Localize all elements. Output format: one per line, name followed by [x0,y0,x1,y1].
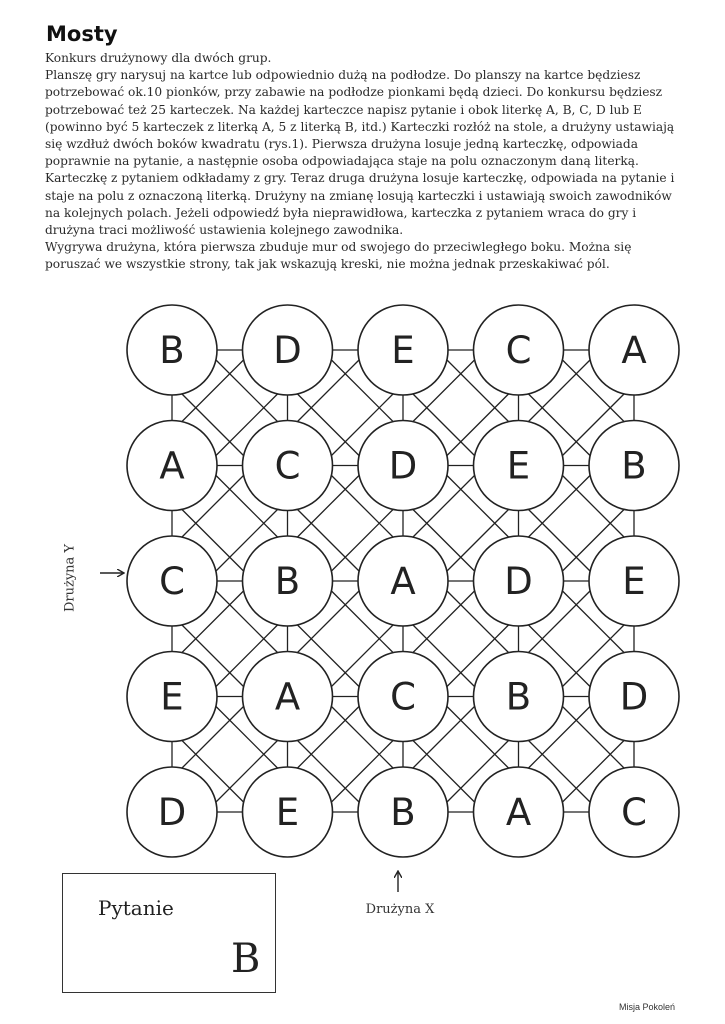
team-x-label: Drużyna X [365,902,435,917]
board-cell-letter: D [388,444,418,488]
board-cell-letter: C [505,329,532,372]
board-cell-letter: A [390,560,416,603]
board-cell [358,421,448,511]
board-cell-letter: D [273,329,302,372]
board-cell-letter: E [622,560,646,603]
board-cell-letter: D [619,675,649,719]
board-cell [358,536,448,626]
board-cell [127,421,217,511]
board-cell [243,652,333,742]
board-cell [358,305,448,395]
board-cell-letter: E [275,791,300,834]
page-title: Mosty [46,22,118,46]
board-cell-letter: C [621,791,647,834]
board-cell [243,305,333,395]
board-cell [243,421,333,511]
board-cell-letter: A [159,444,185,488]
board-cell-letter: A [505,791,532,834]
board-cell-letter: E [506,444,531,488]
board-cell [127,767,217,857]
board-cell-letter: E [160,675,184,719]
board-cell [589,536,679,626]
board-cell-letter: B [159,329,185,372]
board-cell-letter: A [621,329,647,372]
rules-paragraph: Planszę gry narysuj na kartce lub odpowiednio dużą na podłodze. Do planszy na kartce będziesz potrzebować ok.10 pionków, przy zabawie na podłodze pionkami będą dzieci. Do konkursu będziesz potrzebować też 25 karteczek. Na każdej karteczce napisz pytanie i obok literkę A, B, C, D lub E (powinno być 5 karteczek z literką A, 5 z literką B, itd.) Karteczki rozłóż na stole, a drużyny ustawiają się wzdłuż dwóch boków kwadratu (rys.1). Pierwsza drużyna losuje jedną karteczkę, odpowiada poprawnie na pytanie, a następnie osoba odpowiadająca staje na polu oznaczonym daną literką. Karteczkę z pytaniem odkładamy z gry. Teraz druga drużyna losuje karteczkę, odpowiada na pytanie i staje na polu z oznaczoną literką. Drużyny na zmianę losują karteczki i ustawiają swoich zawodników na kolejnych polach. Jeżeli odpowiedź była nieprawidłowa, karteczka z pytaniem wraca do gry i drużyna traci możliwość ustawienia kolejnego zawodnika. [45,68,675,238]
board-cell-letter: D [157,791,187,834]
question-card [62,873,276,993]
board-cell-letter: D [504,560,533,603]
board-cell [589,767,679,857]
footer-credit: Misja Pokoleń [619,1002,676,1012]
board-cell-letter: B [505,675,532,719]
question-card-letter: B [231,936,261,982]
board-cell-letter: C [159,560,185,603]
board-cell [243,536,333,626]
board-cell-letter: B [274,560,301,603]
board-cell [474,421,564,511]
board-cell-letter: A [274,675,301,719]
board-cell [589,305,679,395]
board-cell [474,305,564,395]
board-cell [127,652,217,742]
win-paragraph: Wygrywa drużyna, która pierwsza zbuduje mur od swojego do przeciwległego boku. Można się poruszać we wszystkie strony, tak jak wskazują kreski, nie można jednak przeskakiwać pól. [45,240,632,272]
board-cell [243,767,333,857]
board-cell [474,767,564,857]
board-cell-letter: E [391,329,415,372]
board-cell [127,305,217,395]
board-cells [127,305,679,857]
board-cell-letter: B [390,791,416,834]
board-cell-letter: B [621,444,647,488]
board-cell [589,652,679,742]
question-card-label: Pytanie [98,896,174,920]
board-cell [589,421,679,511]
board-cell-letter: C [390,675,416,719]
board-cell [474,652,564,742]
board-cell [358,767,448,857]
board-cell [127,536,217,626]
team-y-label: Drużyna Y [62,543,78,613]
board-cell [358,652,448,742]
board-cell-letter: C [274,444,301,488]
intro-paragraph: Konkurs drużynowy dla dwóch grup. [45,51,272,65]
board-cell [474,536,564,626]
